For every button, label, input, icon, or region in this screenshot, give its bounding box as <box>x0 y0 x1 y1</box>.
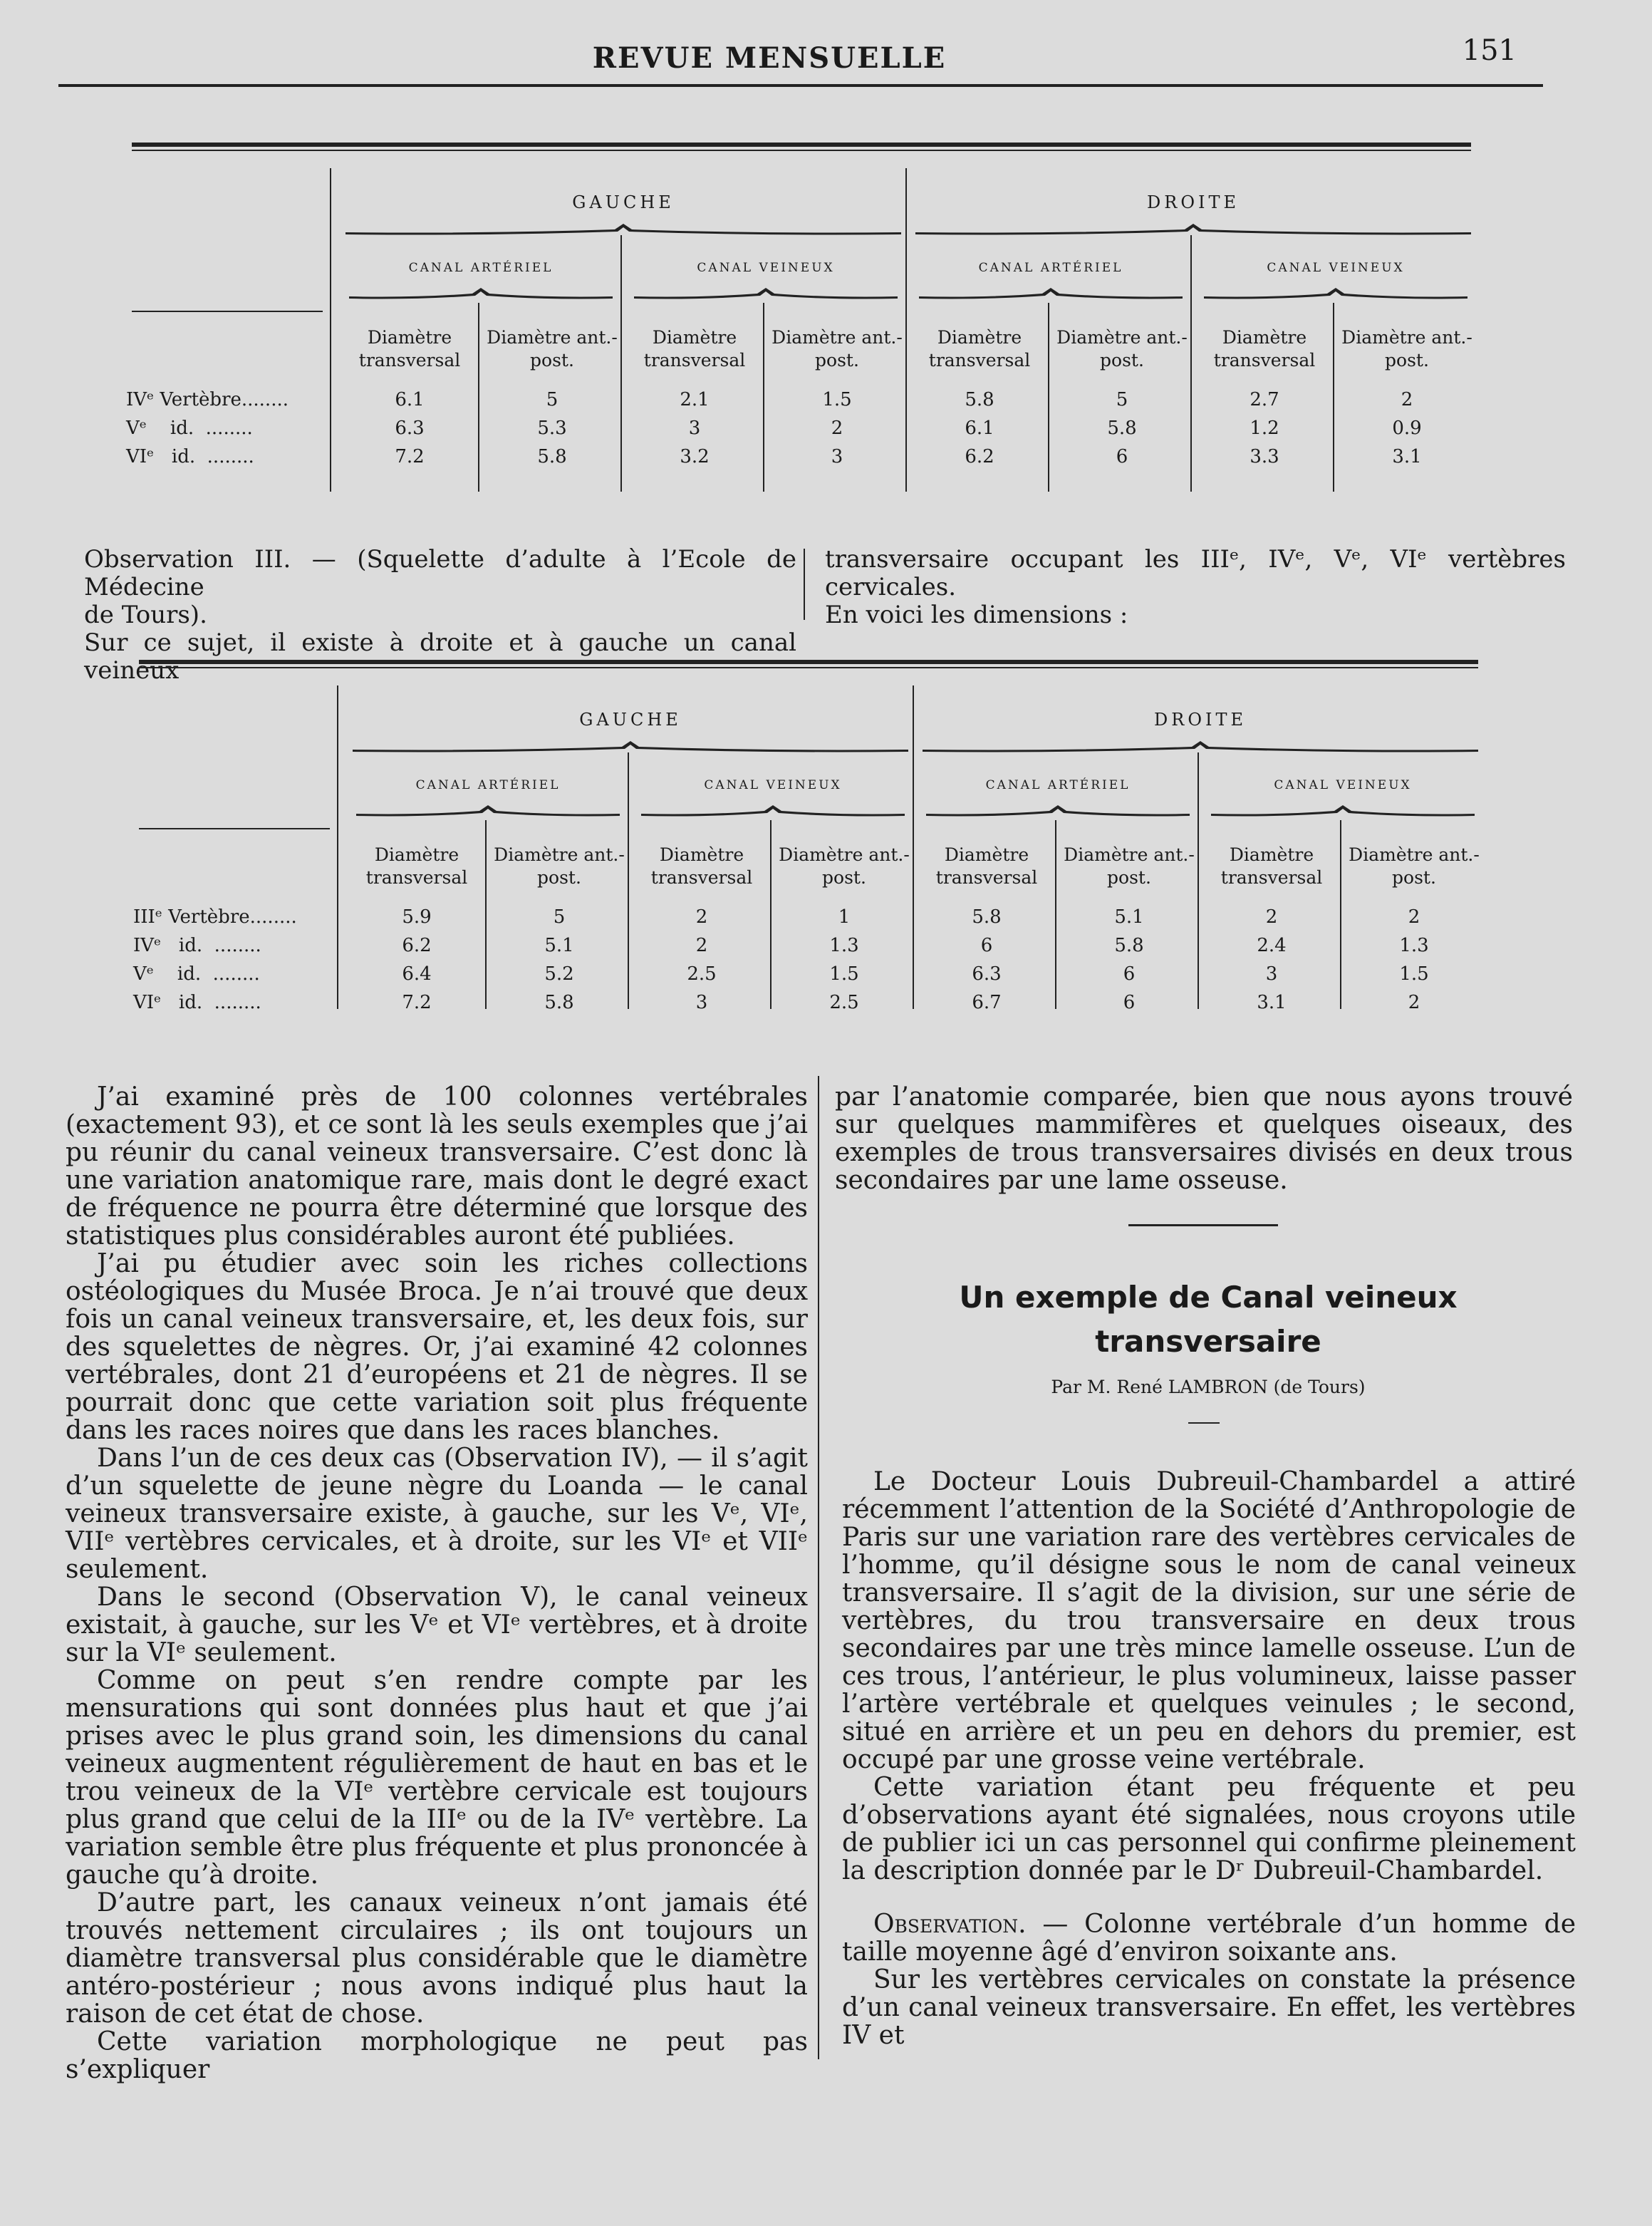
table2-cell-0-0: 5.9 <box>402 906 432 928</box>
article-byline: Par M. René LAMBRON (de Tours) <box>1051 1377 1366 1397</box>
left-paragraph-2: J’ai pu étudier avec soin les riches collections ostéologiques du Musée Broca. Je n’ai trouvé que deux fois un canal veineux transversaire, et, les deux fois, sur des squelettes de nègres. Or, j’ai examiné 42 colonnes vertébrales, dont 21 d’européens et 21 de nègres. Il se pourrait donc que cette variation soit plus fréquente dans les races noires que dans les races blanches. <box>66 1249 808 1445</box>
table1-cell-2-7: 3.1 <box>1392 446 1422 467</box>
table1-cell-2-5: 6 <box>1116 446 1128 467</box>
table1-subgroup-brace-wrap-2 <box>919 286 1183 299</box>
table2-col-header-1: Diamètre ant.-post. <box>494 844 625 888</box>
table2-cell-1-6: 2.4 <box>1257 935 1287 956</box>
table2-group-brace-0 <box>353 740 908 752</box>
table1-row-label-0: IVᵉ Vertèbre........ <box>126 389 289 410</box>
table1-cell-1-2: 3 <box>688 418 701 439</box>
observation-3-line-3: Sur ce sujet, il existe à droite et à gauche un canal veineux <box>84 628 796 685</box>
table2-row-label-0: IIIᵉ Vertèbre........ <box>133 906 297 928</box>
table1-cell-0-3: 1.5 <box>822 389 852 410</box>
table2-cell-2-1: 5.2 <box>544 963 574 985</box>
table1-cell-0-1: 5 <box>546 389 559 410</box>
table2-cell-3-4: 6.7 <box>972 992 1002 1013</box>
article-paragraph-2: Cette variation étant peu fréquente et peu d’observations ayant été signalées, nous croyons utile de publier ici un cas personnel qui confirme pleinement la description donnée par le Dʳ Dubreuil-Chambardel. <box>842 1773 1576 1885</box>
table2-col-header-6: Diamètre transversal <box>1220 844 1323 888</box>
table2-group-brace-1 <box>923 740 1478 752</box>
table2-group-droite: DROITE <box>1154 710 1247 730</box>
table2-subgroup-0: CANAL ARTÉRIEL <box>415 778 561 792</box>
column-separator <box>818 1076 819 2059</box>
table1-subgroup-1: CANAL VEINEUX <box>697 261 835 275</box>
table2-cell-2-5: 6 <box>1123 963 1136 985</box>
table2-cell-2-0: 6.4 <box>402 963 432 985</box>
table1-col-header-7: Diamètre ant.-post. <box>1341 327 1472 371</box>
observation-text: — Colonne vertébrale d’un homme de taille moyenne âgé d’environ soixante ans. <box>842 1910 1576 1967</box>
table1-group-droite: DROITE <box>1147 192 1240 212</box>
table1-subgroup-brace-1 <box>634 286 898 299</box>
table2-cell-1-0: 6.2 <box>402 935 432 956</box>
left-paragraph-7: Cette variation morphologique ne peut pas s’expliquer <box>66 2027 808 2084</box>
table1-cell-0-2: 2.1 <box>680 389 710 410</box>
table1-col-header-2: Diamètre transversal <box>643 327 746 371</box>
table2-row-label-2: Vᵉ id. ........ <box>133 963 260 985</box>
table2-col-header-7: Diamètre ant.-post. <box>1349 844 1480 888</box>
table2-cell-2-6: 3 <box>1265 963 1278 985</box>
table2-subgroup-3: CANAL VEINEUX <box>1274 778 1412 792</box>
left-paragraph-4: Dans le second (Observation V), le canal veineux existait, à gauche, sur les Vᵉ et VIᵉ vertèbres, et à droite sur la VIᵉ seulement. <box>66 1583 808 1667</box>
table1-cell-0-7: 2 <box>1401 389 1413 410</box>
table1-col-header-6: Diamètre transversal <box>1213 327 1316 371</box>
table1-top-rule <box>132 143 1471 151</box>
table2-cell-3-2: 3 <box>695 992 708 1013</box>
table2-cell-2-4: 6.3 <box>972 963 1002 985</box>
table1-cell-0-6: 2.7 <box>1250 389 1279 410</box>
table2-col-header-4: Diamètre transversal <box>935 844 1038 888</box>
page-number: 151 <box>1462 34 1517 67</box>
table2-cell-3-0: 7.2 <box>402 992 432 1013</box>
table2-cell-1-7: 1.3 <box>1399 935 1429 956</box>
table1-subgroup-3: CANAL VEINEUX <box>1267 261 1405 275</box>
observation-3-line-1: Observation III. — (Squelette d’adulte à l’Ecole de Médecine <box>84 545 796 601</box>
column-separator-top <box>804 549 805 620</box>
table1-cell-2-4: 6.2 <box>965 446 994 467</box>
table1-cell-2-3: 3 <box>831 446 843 467</box>
table2-subgroup-brace-1 <box>641 804 905 817</box>
table1-col-header-5: Diamètre ant.-post. <box>1056 327 1188 371</box>
table1-subgroup-brace-3 <box>1204 286 1467 299</box>
table2-subgroup-brace-wrap-1 <box>641 804 905 817</box>
table2-col-header-3: Diamètre ant.-post. <box>779 844 910 888</box>
table2-cell-3-6: 3.1 <box>1257 992 1287 1013</box>
section-separator-rule <box>1128 1224 1278 1226</box>
observation-3-right <box>825 546 1566 629</box>
table2-subgroup-2: CANAL ARTÉRIEL <box>985 778 1131 792</box>
table1-cell-0-4: 5.8 <box>965 389 994 410</box>
table2-cell-0-6: 2 <box>1265 906 1278 928</box>
table1-group-brace-1 <box>915 222 1471 235</box>
right-column-continuation <box>835 1083 1573 1194</box>
table2-cell-0-7: 2 <box>1408 906 1420 928</box>
table2-subgroup-brace-2 <box>926 804 1190 817</box>
article-observation <box>842 1910 1576 1966</box>
table1-cell-0-0: 6.1 <box>395 389 425 410</box>
table1-subgroup-brace-0 <box>349 286 613 299</box>
table1-subgroup-2: CANAL ARTÉRIEL <box>978 261 1123 275</box>
table1-cell-1-3: 2 <box>831 418 843 439</box>
observation-3-right-line-2: En voici les dimensions : <box>825 601 1128 629</box>
table1-cell-1-5: 5.8 <box>1107 418 1137 439</box>
table1-cell-1-0: 6.3 <box>395 418 425 439</box>
observation-3-right-line-1: transversaire occupant les IIIᵉ, IVᵉ, Vᵉ, VIᵉ vertèbres cervicales. <box>825 545 1566 601</box>
table2-subgroup-brace-wrap-0 <box>356 804 620 817</box>
article-title-line-2: transversaire <box>1095 1324 1321 1359</box>
table1-col-header-1: Diamètre ant.-post. <box>487 327 618 371</box>
table2-col-header-0: Diamètre transversal <box>365 844 468 888</box>
table2-cell-1-4: 6 <box>980 935 993 956</box>
table1-cell-2-6: 3.3 <box>1250 446 1279 467</box>
table2-cell-0-4: 5.8 <box>972 906 1002 928</box>
table2-cell-1-1: 5.1 <box>544 935 574 956</box>
table1-label-rule <box>132 311 323 312</box>
table2-group-gauche: GAUCHE <box>579 710 682 730</box>
table2-cell-3-7: 2 <box>1408 992 1420 1013</box>
header-rule <box>58 84 1543 87</box>
right-paragraph-continued: par l’anatomie comparée, bien que nous ayons trouvé sur quelques mammifères et quelques oiseaux, des exemples de trous transversaires divisés en deux trous secondaires par une lame osseuse. <box>835 1082 1573 1195</box>
byline-rule <box>1188 1422 1220 1424</box>
table1-subgroup-0: CANAL ARTÉRIEL <box>408 261 554 275</box>
article-body <box>842 1468 1576 2049</box>
table1-cell-1-7: 0.9 <box>1392 418 1422 439</box>
table1-group-brace-wrap-1 <box>915 222 1471 235</box>
table1-group-brace-wrap-0 <box>346 222 901 235</box>
table2-cell-3-3: 2.5 <box>829 992 859 1013</box>
table1-vrule-0 <box>330 168 331 492</box>
article-paragraph-1: Le Docteur Louis Dubreuil-Chambardel a attiré récemment l’attention de la Société d’Anthropologie de Paris sur une variation rare des vertèbres cervicales de l’homme, qu’il désigne sous le nom de canal veineux transversaire. Il s’agit de la division, sur une série de vertèbres, du trou transversaire en deux trous secondaires par une très mince lamelle osseuse. L’un de ces trous, l’antérieur, le plus volumineux, laisse passer l’artère vertébrale et quelques veinules ; le second, situé en arrière et un peu en dehors du premier, est occupé par une grosse veine vertébrale. <box>842 1467 1576 1774</box>
table1-row-label-1: Vᵉ id. ........ <box>126 418 253 439</box>
left-paragraph-3: Dans l’un de ces deux cas (Observation IV), — il s’agit d’un squelette de jeune nègre du Loanda — le canal veineux transversaire existe, à gauche, sur les Vᵉ, VIᵉ, VIIᵉ vertèbres cervicales, et à droite, sur les VIᵉ et VIIᵉ seulement. <box>66 1444 808 1584</box>
table1-group-gauche: GAUCHE <box>572 192 675 212</box>
table2-row-label-1: IVᵉ id. ........ <box>133 935 261 956</box>
table2-subgroup-brace-3 <box>1211 804 1475 817</box>
left-column-text <box>66 1083 808 2083</box>
table1-col-header-0: Diamètre transversal <box>358 327 461 371</box>
table1-cell-2-2: 3.2 <box>680 446 710 467</box>
measurement-table-1 <box>126 143 1472 492</box>
table2-subgroup-brace-wrap-3 <box>1211 804 1475 817</box>
table1-cell-1-6: 1.2 <box>1250 418 1279 439</box>
table2-cell-0-1: 5 <box>553 906 566 928</box>
table1-cell-0-5: 5 <box>1116 389 1128 410</box>
left-paragraph-5: Comme on peut s’en rendre compte par les mensurations qui sont données plus haut et que j’ai prises avec le plus grand soin, les dimensions du canal veineux augmentent régulièrement de haut en bas et le trou veineux de la VIᵉ vertèbre cervicale est toujours plus grand que celui de la IIIᵉ ou de la IVᵉ vertèbre. La variation semble être plus fréquente et plus prononcée à gauche qu’à droite. <box>66 1666 808 1890</box>
table2-cell-2-3: 1.5 <box>829 963 859 985</box>
table1-cell-2-0: 7.2 <box>395 446 425 467</box>
table2-cell-1-3: 1.3 <box>829 935 859 956</box>
table2-subgroup-1: CANAL VEINEUX <box>704 778 842 792</box>
observation-3-line-2: de Tours). <box>84 601 207 629</box>
table2-cell-1-2: 2 <box>695 935 708 956</box>
table2-subgroup-brace-wrap-2 <box>926 804 1190 817</box>
table2-cell-0-2: 2 <box>695 906 708 928</box>
table1-cell-1-1: 5.3 <box>537 418 567 439</box>
table2-cell-3-5: 6 <box>1123 992 1136 1013</box>
table2-label-rule <box>139 828 330 829</box>
table1-subgroup-brace-wrap-3 <box>1204 286 1467 299</box>
table2-cell-0-5: 5.1 <box>1114 906 1144 928</box>
table2-col-header-5: Diamètre ant.-post. <box>1064 844 1195 888</box>
table1-subgroup-brace-wrap-0 <box>349 286 613 299</box>
table2-cell-2-2: 2.5 <box>687 963 717 985</box>
running-title: REVUE MENSUELLE <box>592 41 947 75</box>
table2-group-brace-wrap-0 <box>353 740 908 752</box>
table1-subgroup-brace-2 <box>919 286 1183 299</box>
table2-cell-1-5: 5.8 <box>1114 935 1144 956</box>
table1-cell-1-4: 6.1 <box>965 418 994 439</box>
table2-group-brace-wrap-1 <box>923 740 1478 752</box>
left-paragraph-6: D’autre part, les canaux veineux n’ont jamais été trouvés nettement circulaires ; ils ont toujours un diamètre transversal plus considérable que le diamètre antéro-postérieur ; nous avons indiqué plus haut la raison de cet état de chose. <box>66 1888 808 2029</box>
article-paragraph-last: Sur les vertèbres cervicales on constate la présence d’un canal veineux transversaire. En effet, les vertèbres IV et <box>842 1965 1576 2050</box>
table2-cell-0-3: 1 <box>838 906 851 928</box>
table2-subgroup-brace-0 <box>356 804 620 817</box>
table1-cell-2-1: 5.8 <box>537 446 567 467</box>
table1-col-header-3: Diamètre ant.-post. <box>772 327 903 371</box>
table1-row-label-2: VIᵉ id. ........ <box>126 446 254 467</box>
left-paragraph-1: J’ai examiné près de 100 colonnes vertébrales (exactement 93), et ce sont là les seuls exemples que j’ai pu réunir du canal veineux transversaire. C’est donc là une variation anatomique rare, mais dont le degré exact de fréquence ne pourra être déterminé que lorsque des statistiques plus considérables auront été publiées. <box>66 1082 808 1251</box>
table2-top-rule <box>139 660 1478 668</box>
table1-col-header-4: Diamètre transversal <box>928 327 1031 371</box>
table1-subgroup-brace-wrap-1 <box>634 286 898 299</box>
article-title-line-1: Un exemple de Canal veineux <box>959 1280 1458 1315</box>
table1-group-brace-0 <box>346 222 901 235</box>
table2-row-label-3: VIᵉ id. ........ <box>133 992 261 1013</box>
measurement-table-2 <box>133 660 1480 1023</box>
table2-vrule-0 <box>337 685 338 1009</box>
table2-cell-2-7: 1.5 <box>1399 963 1429 985</box>
observation-label: Observation. <box>873 1910 1027 1939</box>
table2-cell-3-1: 5.8 <box>544 992 574 1013</box>
table2-col-header-2: Diamètre transversal <box>650 844 753 888</box>
